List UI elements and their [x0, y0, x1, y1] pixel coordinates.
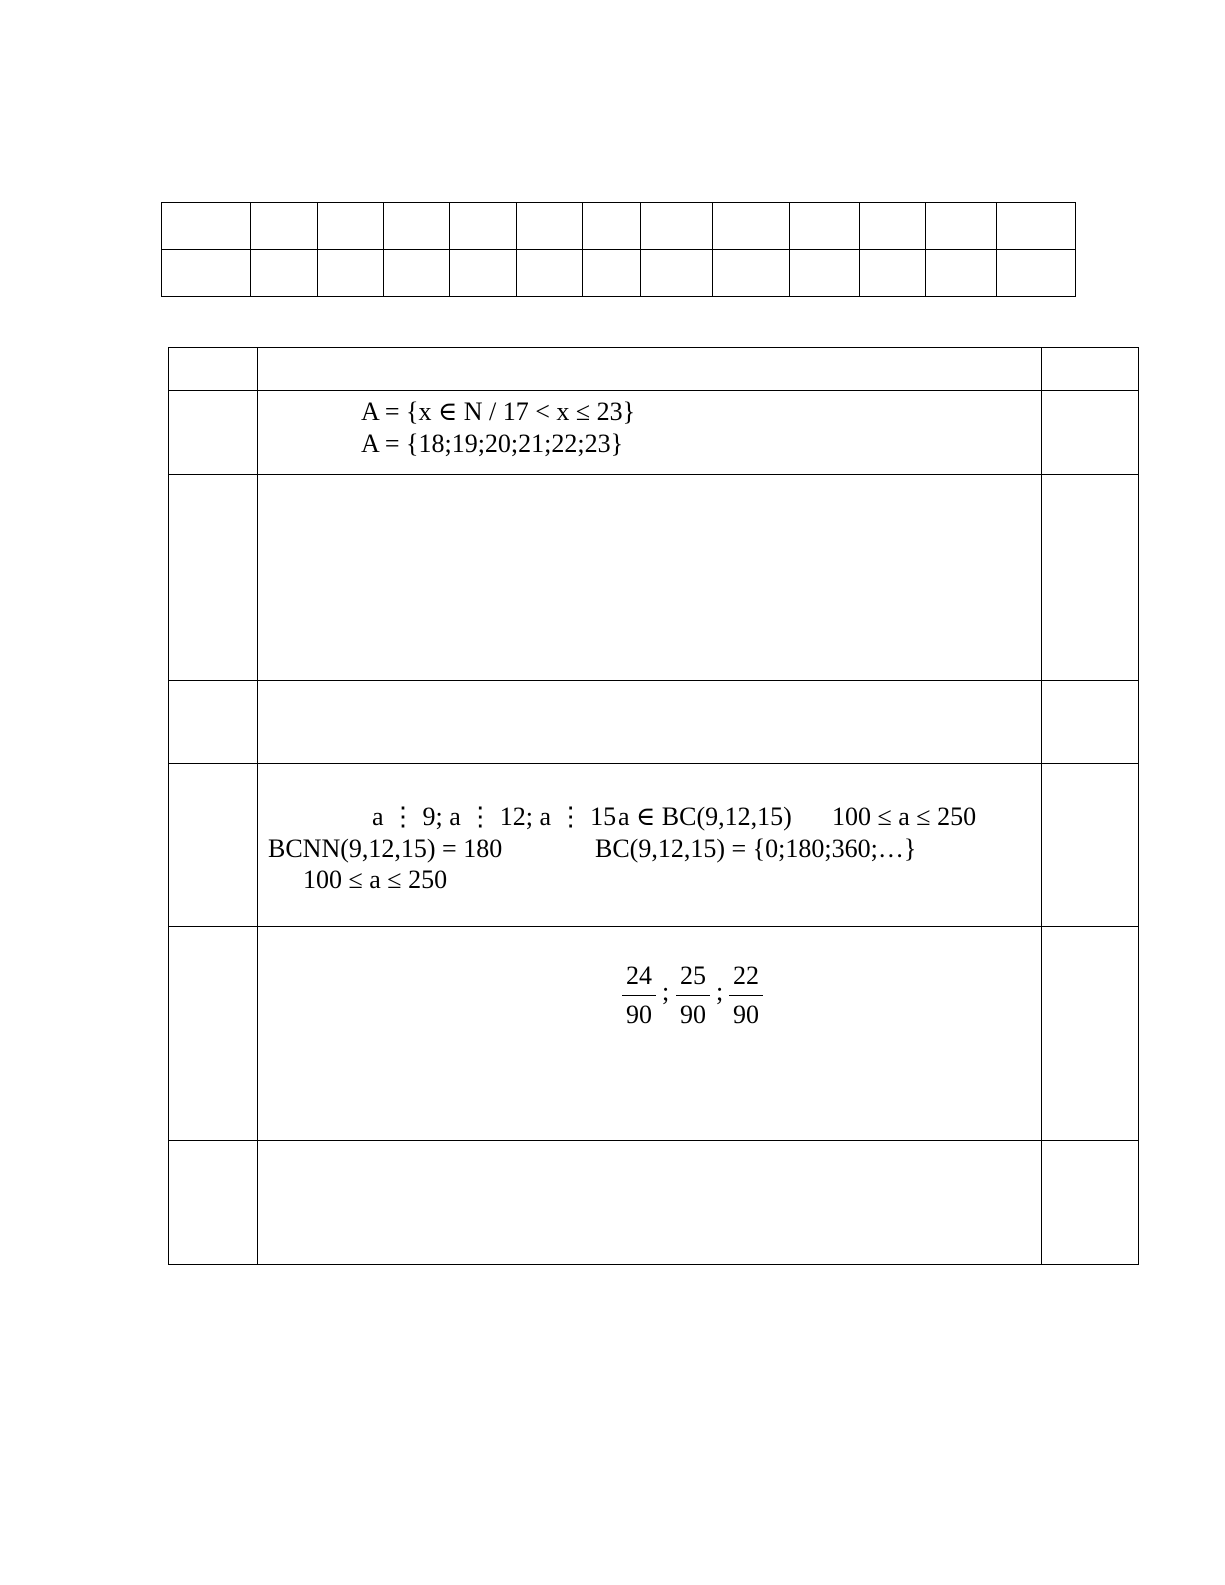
fraction-numerator: 22: [733, 961, 759, 990]
score-cell: [1042, 1141, 1139, 1265]
question-cell: [169, 391, 258, 475]
grid-cell: [318, 250, 384, 297]
fraction: [676, 963, 710, 1028]
answer-grid-row: [162, 203, 1076, 250]
grid-cell: [450, 250, 517, 297]
fraction-numerator: 24: [626, 961, 652, 990]
table-row: [169, 391, 1139, 475]
table-row: [169, 1141, 1139, 1265]
grid-cell: [384, 203, 450, 250]
common-multiples-set: BC(9,12,15) = {0;180;360;…}: [595, 834, 917, 863]
fraction: [622, 963, 656, 1028]
grid-cell: [450, 203, 517, 250]
content-cell: [258, 475, 1042, 681]
content-cell: [258, 927, 1042, 1141]
grid-cell: [926, 250, 997, 297]
fraction-denominator: 90: [733, 1000, 759, 1029]
content-cell: [258, 391, 1042, 475]
grid-cell: [860, 250, 926, 297]
question-cell: [169, 927, 258, 1141]
answer-grid: [161, 202, 1076, 297]
grid-cell: [384, 250, 450, 297]
table-row: [169, 681, 1139, 764]
grid-cell: [713, 250, 790, 297]
grid-cell: [517, 250, 583, 297]
grid-cell: [641, 250, 713, 297]
header-cell-question: [169, 348, 258, 391]
set-a-definition: A = {x ∈ N / 17 < x ≤ 23}: [361, 397, 636, 426]
score-cell: [1042, 391, 1139, 475]
fraction-separator: ;: [716, 977, 724, 1006]
score-cell: [1042, 681, 1139, 764]
content-cell: [258, 1141, 1042, 1265]
table-row: [169, 927, 1139, 1141]
header-cell-score: [1042, 348, 1139, 391]
fraction-denominator: 90: [680, 1000, 706, 1029]
grid-cell: [860, 203, 926, 250]
range-condition: 100 ≤ a ≤ 250: [832, 802, 977, 831]
grid-cell: [713, 203, 790, 250]
table-header-row: [169, 348, 1139, 391]
divisibility-conditions: a ⋮ 9; a ⋮ 12; a ⋮ 15: [372, 802, 617, 831]
set-a-elements: A = {18;19;20;21;22;23}: [361, 429, 624, 458]
grid-cell: [162, 250, 251, 297]
grid-cell: [997, 250, 1076, 297]
grid-cell: [790, 203, 860, 250]
grid-cell: [162, 203, 251, 250]
question-cell: [169, 475, 258, 681]
fraction-numerator: 25: [680, 961, 706, 990]
grid-cell: [641, 203, 713, 250]
grid-cell: [251, 203, 318, 250]
table-row: [169, 764, 1139, 927]
grid-cell: [583, 203, 641, 250]
common-multiple-condition: a ∈ BC(9,12,15): [618, 802, 792, 831]
grid-cell: [790, 250, 860, 297]
fraction-denominator: 90: [626, 1000, 652, 1029]
score-cell: [1042, 764, 1139, 927]
lcm-result: BCNN(9,12,15) = 180: [268, 834, 503, 863]
grid-cell: [517, 203, 583, 250]
answer-grid-row: [162, 250, 1076, 297]
score-cell: [1042, 927, 1139, 1141]
grid-cell: [318, 203, 384, 250]
grid-cell: [251, 250, 318, 297]
fraction-separator: ;: [662, 977, 670, 1006]
score-cell: [1042, 475, 1139, 681]
question-cell: [169, 1141, 258, 1265]
range-condition-repeat: 100 ≤ a ≤ 250: [303, 865, 448, 894]
content-cell: [258, 764, 1042, 927]
fraction: [729, 963, 763, 1028]
grid-cell: [583, 250, 641, 297]
question-cell: [169, 681, 258, 764]
content-cell: [258, 681, 1042, 764]
table-row: [169, 475, 1139, 681]
header-cell-content: [258, 348, 1042, 391]
question-cell: [169, 764, 258, 927]
grid-cell: [997, 203, 1076, 250]
grid-cell: [926, 203, 997, 250]
solution-table: [168, 347, 1139, 1265]
